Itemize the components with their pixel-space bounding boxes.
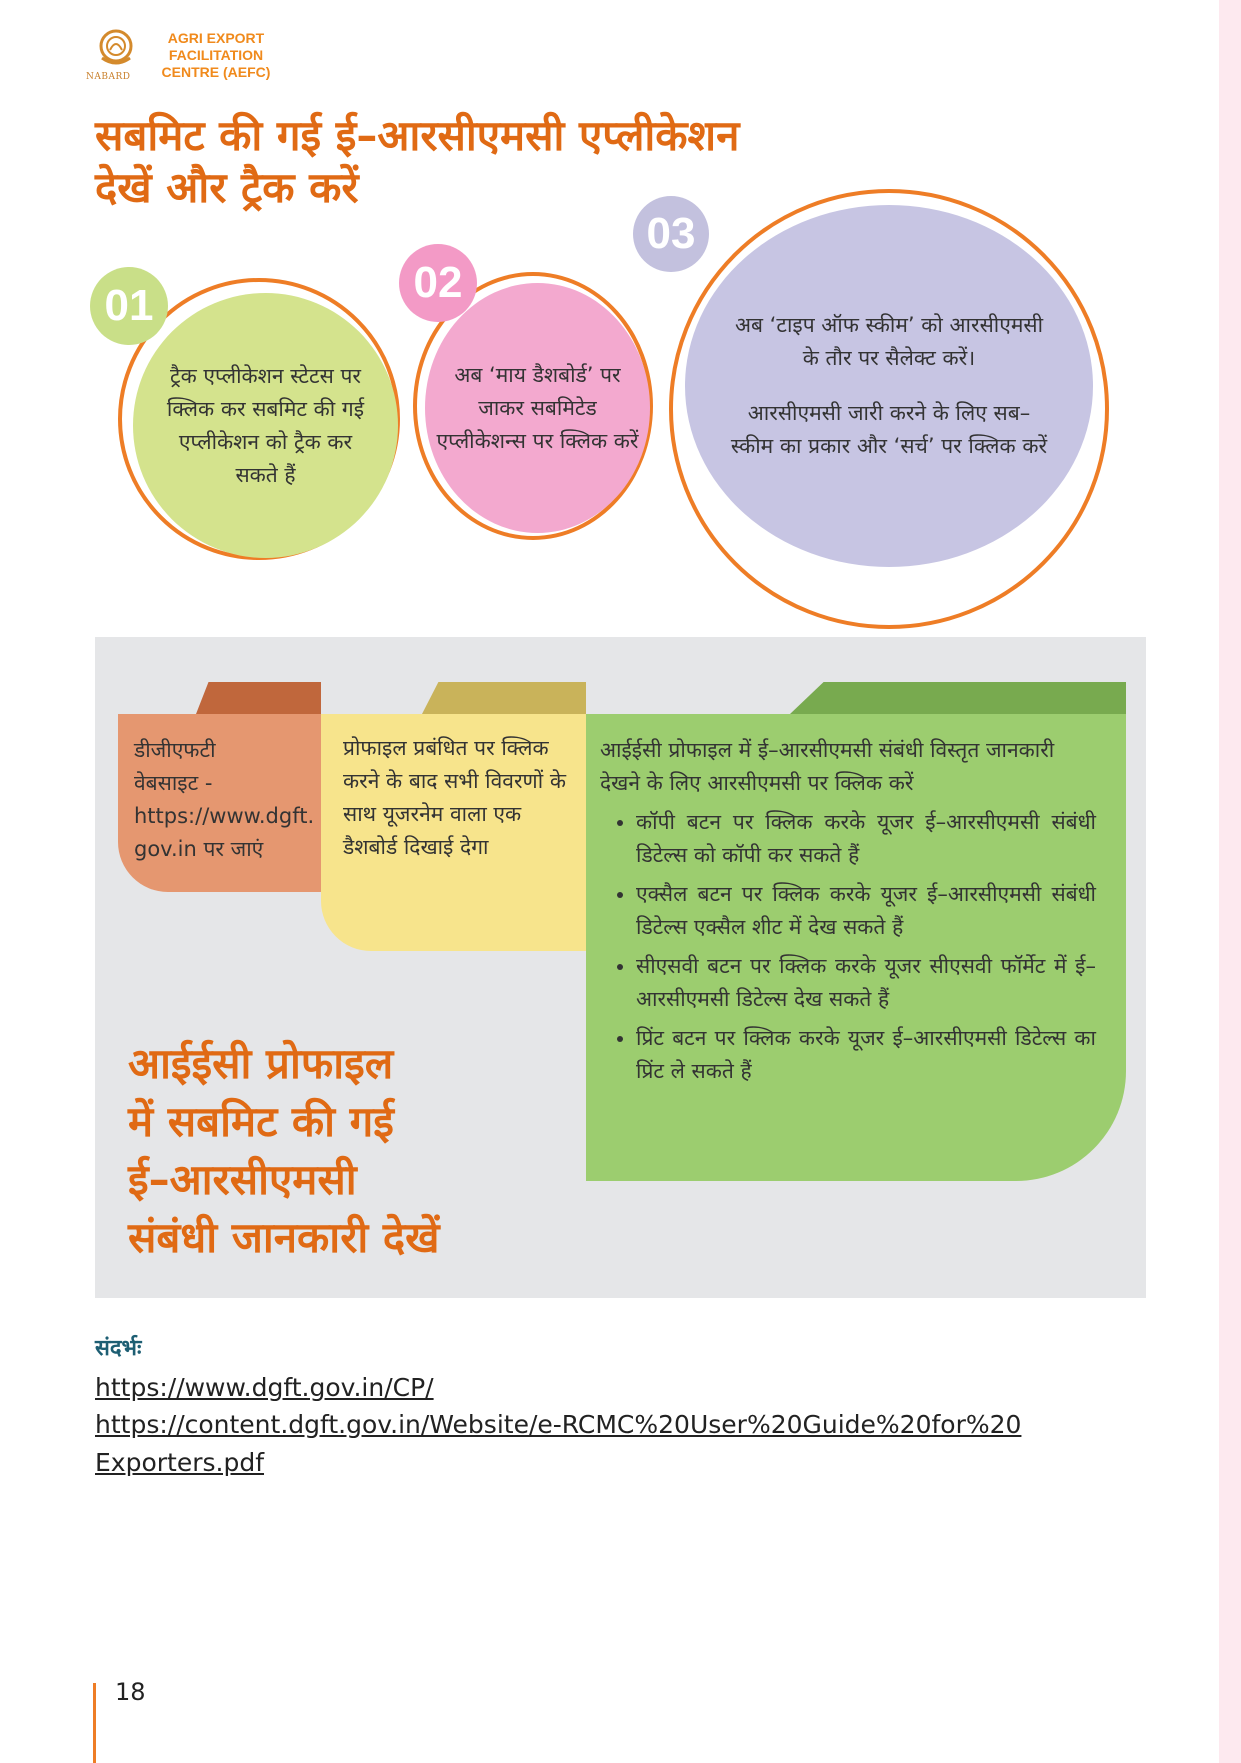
card-1-line: https://www.dgft. — [134, 804, 315, 828]
card-1-line: वेबसाइट - — [134, 771, 213, 795]
page-number: 18 — [115, 1678, 146, 1706]
card-2 — [321, 714, 586, 951]
reference-link-2[interactable]: https://content.dgft.gov.in/Website/e-RCMC%20User%20Guide%20for%20 — [95, 1410, 1022, 1439]
logo-line: CENTRE (AEFC) — [161, 64, 271, 80]
logo-nabard-text: NABARD — [86, 72, 131, 82]
card-1-line: डीजीएफटी — [134, 738, 216, 762]
list-item: • सीएसवी बटन पर क्लिक करके यूजर सीएसवी फॉर्मेट में ई–आरसीएमसी डिटेल्स देख सकते हैं — [636, 950, 1096, 1016]
card-3 — [586, 714, 1126, 1181]
step-3-text-a: अब ‘टाइप ऑफ स्कीम’ को आरसीएमसी के तौर पर सैलेक्ट करें। — [734, 313, 1044, 370]
step-2-badge: 02 — [399, 244, 477, 322]
card-1-tab — [196, 682, 321, 714]
logo-line: FACILITATION — [168, 47, 264, 63]
title-line: देखें और ट्रैक करें — [95, 163, 359, 212]
step-1-circle — [133, 293, 398, 558]
card-3-intro: आईईसी प्रोफाइल में ई–आरसीएमसी संबंधी विस्तृत जानकारी देखने के लिए आरसीएमसी पर क्लिक करें — [600, 738, 1055, 795]
card-1-line: gov.in पर जाएं — [134, 837, 264, 861]
step-3-text-b: आरसीएमसी जारी करने के लिए सब–स्कीम का प्रकार और ‘सर्च’ पर क्लिक करें — [730, 401, 1048, 458]
nabard-logo-icon — [96, 28, 136, 68]
list-item: • एक्सैल बटन पर क्लिक करके यूजर ई–आरसीएमसी संबंधी डिटेल्स एक्सैल शीट में देख सकते हैं — [636, 878, 1096, 944]
reference-link-2-continued[interactable]: Exporters.pdf — [95, 1448, 265, 1477]
step-3-circle — [685, 205, 1093, 567]
page-number-bar — [93, 1683, 96, 1763]
heading-line: आईईसी प्रोफाइल — [128, 1039, 394, 1088]
step-1-text: ट्रैक एप्लीकेशन स्टेटस पर क्लिक कर सबमिट की गई एप्लीकेशन को ट्रैक कर सकते हैं — [166, 363, 365, 487]
heading-line: संबंधी जानकारी देखें — [128, 1213, 440, 1262]
list-item: • प्रिंट बटन पर क्लिक करके यूजर ई–आरसीएमसी डिटेल्स का प्रिंट ले सकते हैं — [636, 1022, 1096, 1088]
panel-heading — [128, 1035, 588, 1267]
card-3-bullet-list — [600, 806, 1096, 1088]
title-line: सबमिट की गई ई–आरसीएमसी एप्लीकेशन — [95, 111, 740, 160]
reference-link-1[interactable]: https://www.dgft.gov.in/CP/ — [95, 1373, 434, 1402]
card-2-tab — [422, 682, 586, 714]
heading-line: में सबमिट की गई — [128, 1097, 394, 1146]
logo-line: AGRI EXPORT — [167, 30, 265, 46]
references-label: संदर्भः — [95, 1336, 142, 1361]
side-margin-strip — [1219, 0, 1241, 1763]
list-item: • कॉपी बटन पर क्लिक करके यूजर ई–आरसीएमसी संबंधी डिटेल्स को कॉपी कर सकते हैं — [636, 806, 1096, 872]
step-3-badge: 03 — [633, 196, 709, 272]
step-1-badge: 01 — [90, 267, 168, 345]
aefc-logo-text — [146, 30, 286, 81]
step-2-text: अब ‘माय डैशबोर्ड’ पर जाकर सबमिटेड एप्लीकेशन्स पर क्लिक करें — [436, 362, 639, 453]
heading-line: ई–आरसीएमसी — [128, 1155, 357, 1204]
card-1 — [118, 714, 321, 892]
step-2-circle — [425, 283, 650, 533]
card-2-text: प्रोफाइल प्रबंधित पर क्लिक करने के बाद सभी विवरणों के साथ यूजरनेम वाला एक डैशबोर्ड दिखाई देगा — [343, 736, 566, 859]
card-3-tab — [790, 682, 1126, 714]
